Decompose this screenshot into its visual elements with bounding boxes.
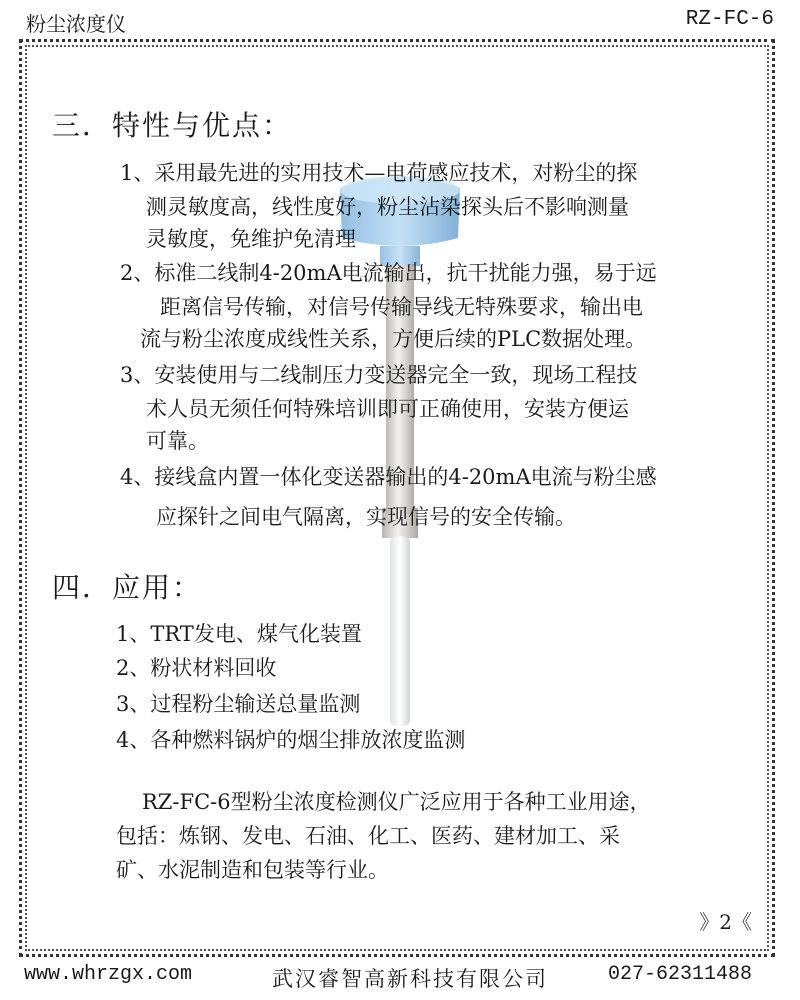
header-title: 粉尘浓度仪	[26, 12, 126, 36]
feature-3-line2: 术人员无须任何特殊培训即可正确使用，安装方便运	[146, 397, 629, 421]
page-number: 》2《	[699, 910, 752, 934]
feature-2-line3: 流与粉尘浓度成线性关系，方便后续的PLC数据处理。	[140, 327, 647, 351]
summary-line3: 矿、水泥制造和包装等行业。	[116, 858, 389, 882]
section4-title: 四．应用：	[52, 571, 203, 604]
feature-1-line1: 1、采用最先进的实用技术—电荷感应技术，对粉尘的探	[120, 161, 638, 185]
header-model: RZ-FC-6	[685, 8, 774, 31]
summary-line2: 包括：炼钢、发电、石油、化工、医药、建材加工、采	[116, 824, 620, 848]
feature-3-line3: 可靠。	[146, 429, 209, 453]
footer-phone: 027-62311488	[608, 963, 753, 986]
feature-4-line1: 4、接线盒内置一体化变送器输出的4-20mA电流与粉尘感	[120, 465, 657, 489]
feature-4-line2: 应探针之间电气隔离，实现信号的安全传输。	[156, 505, 576, 529]
feature-2-line1: 2、标准二线制4-20mA电流输出，抗干扰能力强，易于远	[120, 261, 657, 285]
feature-3-line1: 3、安装使用与二线制压力变送器完全一致，现场工程技	[120, 363, 638, 387]
footer-company: 武汉睿智高新科技有限公司	[272, 967, 548, 991]
feature-1-line3: 灵敏度，免维护免清理	[146, 227, 356, 251]
footer-website[interactable]: www.whrzgx.com	[24, 963, 193, 986]
application-item-3: 3、过程粉尘输送总量监测	[116, 692, 361, 716]
application-item-1: 1、TRT发电、煤气化装置	[116, 622, 362, 646]
section3-title: 三．特性与优点：	[52, 109, 293, 142]
summary-line1: RZ-FC-6型粉尘浓度检测仪广泛应用于各种工业用途，	[142, 790, 651, 814]
application-item-4: 4、各种燃料锅炉的烟尘排放浓度监测	[116, 728, 466, 752]
feature-2-line2: 距离信号传输，对信号传输导线无特殊要求，输出电	[160, 295, 643, 319]
feature-1-line2: 测灵敏度高，线性度好，粉尘沾染探头后不影响测量	[146, 195, 629, 219]
application-item-2: 2、粉状材料回收	[116, 656, 277, 680]
